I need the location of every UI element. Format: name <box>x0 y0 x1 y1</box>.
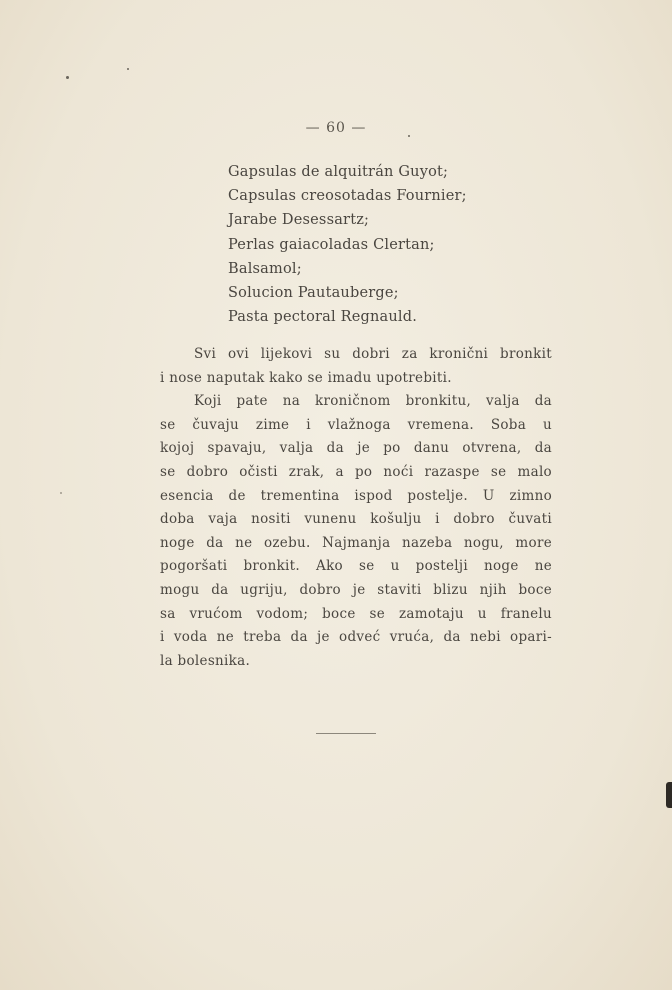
text-line: doba vaja nositi vunenu košulju i dobro čuvati <box>160 511 552 528</box>
paper-speck <box>66 76 69 79</box>
remedy-item: Capsulas creosotadas Fournier; <box>228 188 467 205</box>
body-text <box>160 343 552 673</box>
text-line: i voda ne treba da je odveć vruća, da nebi opari- <box>160 629 552 646</box>
paragraph-1 <box>160 343 552 390</box>
page-number: — 60 — <box>305 120 367 136</box>
remedy-item: Balsamol; <box>228 260 302 277</box>
remedy-list <box>228 160 558 329</box>
paper-speck <box>408 135 410 137</box>
paragraph-2 <box>160 390 552 673</box>
text-line: la bolesnika. <box>160 652 251 669</box>
paper-speck <box>60 492 62 494</box>
text-line: i nose naputak kako se imadu upotrebiti. <box>160 369 452 386</box>
text-line: noge da ne ozebu. Najmanja nazeba nogu, more <box>160 534 552 551</box>
text-line: esencia de trementina ispod postelje. U zimno <box>160 487 552 504</box>
remedy-item: Jarabe Desessartz; <box>228 212 370 229</box>
remedy-item: Gapsulas de alquitrán Guyot; <box>228 164 449 180</box>
remedy-item: Perlas gaiacoladas Clertan; <box>228 236 435 253</box>
text-line: se dobro očisti zrak, a po noći razaspe se malo <box>160 463 552 480</box>
text-line: pogoršati bronkit. Ako se u postelji noge ne <box>160 558 552 575</box>
page-edge-mark <box>666 782 672 808</box>
text-line: Koji pate na kroničnom bronkitu, valja da <box>194 393 552 410</box>
text-line: kojoj spavaju, valja da je po danu otvrena, da <box>160 440 552 457</box>
paper-speck <box>127 68 129 70</box>
section-end-rule <box>316 733 376 734</box>
text-line: Svi ovi lijekovi su dobri za kronični bronkit <box>194 346 552 362</box>
remedy-item: Solucion Pautauberge; <box>228 284 399 301</box>
text-line: mogu da ugriju, dobro je staviti blizu njih boce <box>160 581 552 598</box>
remedy-item: Pasta pectoral Regnauld. <box>228 309 418 326</box>
text-line: sa vrućom vodom; boce se zamotaju u franelu <box>160 605 552 622</box>
text-line: se čuvaju zime i vlažnoga vremena. Soba u <box>160 416 552 433</box>
